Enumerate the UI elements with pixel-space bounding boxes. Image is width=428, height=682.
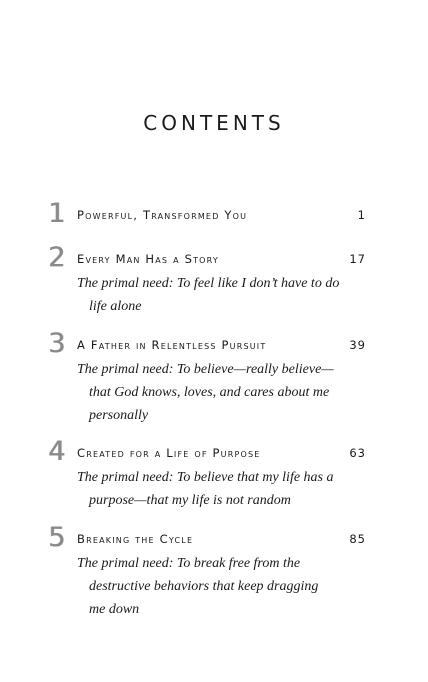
subtitle-line: destructive behaviors that keep dragging <box>89 579 319 594</box>
page-title: CONTENTS <box>143 111 285 135</box>
subtitle-line: The primal need: To believe that my life has a <box>77 470 334 485</box>
chapter-subtitle <box>77 552 337 621</box>
subtitle-line: me down <box>89 602 140 617</box>
page-number: 85 <box>349 532 366 546</box>
subtitle-line: purpose—that my life is not random <box>89 493 291 508</box>
chapter-subtitle <box>77 358 337 427</box>
page-number: 1 <box>357 208 366 222</box>
page-number: 63 <box>349 446 366 460</box>
chapter-subtitle <box>77 466 337 512</box>
subtitle-line: life alone <box>89 299 142 314</box>
subtitle-line: The primal need: To break free from the <box>77 556 301 571</box>
subtitle-line: The primal need: To believe—really believe— <box>77 362 334 377</box>
chapter-title[interactable]: Created for a Life of Purpose <box>77 446 261 460</box>
chapter-number: 3 <box>48 328 66 359</box>
chapter-number: 2 <box>48 242 66 273</box>
chapter-title[interactable]: A Father in Relentless Pursuit <box>77 338 267 352</box>
chapter-number: 5 <box>48 522 66 553</box>
page-number: 39 <box>349 338 366 352</box>
subtitle-line: The primal need: To feel like I don’t have to do <box>77 276 340 291</box>
chapter-title[interactable]: Powerful, Transformed You <box>77 208 248 222</box>
chapter-number: 1 <box>48 198 66 229</box>
chapter-number: 4 <box>48 436 66 467</box>
chapter-title[interactable]: Breaking the Cycle <box>77 532 194 546</box>
subtitle-line: personally <box>89 408 149 423</box>
page-number: 17 <box>349 252 366 266</box>
chapter-title[interactable]: Every Man Has a Story <box>77 252 220 266</box>
chapter-subtitle <box>77 272 340 318</box>
subtitle-line: that God knows, loves, and cares about me <box>89 385 330 400</box>
